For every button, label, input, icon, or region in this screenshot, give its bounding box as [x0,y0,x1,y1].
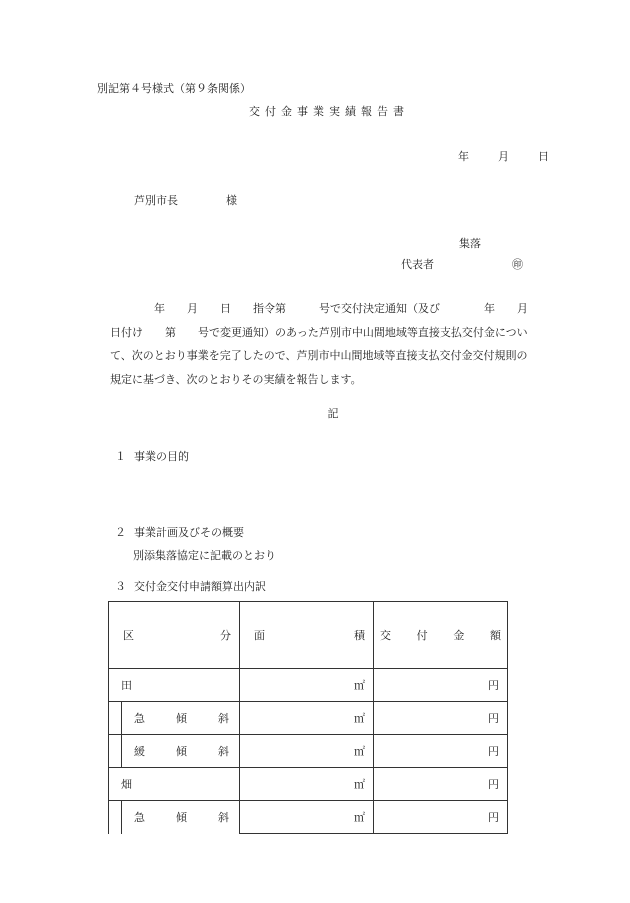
header-area [240,602,374,669]
date-month: 月 [498,150,509,163]
section-1-title: 事業の目的 [134,450,189,463]
section-1 [115,448,189,464]
header-amount-4: 額 [489,629,501,642]
sender-representative [401,256,523,272]
addressee [134,192,237,208]
row-label: 畑 [109,768,240,801]
allocation-table [108,601,508,834]
seal-mark: ㊞ [512,258,523,271]
ki-heading: 記 [327,407,339,420]
row-label: 急 傾 斜 [109,702,240,735]
area-cell: ㎡ [240,768,374,801]
document-title: 交付金事業実績報告書 [249,105,409,118]
addressee-name: 芦別市長 [134,194,178,207]
area-cell: ㎡ [240,669,374,702]
table-row [109,735,508,768]
section-2-title: 事業計画及びその概要 [134,526,244,539]
section-3-number: ３ [115,580,126,593]
date-year: 年 [458,150,469,163]
header-area-b: 積 [354,629,365,642]
section-1-number: １ [115,450,126,463]
header-amount [374,602,508,669]
section-3 [115,578,266,594]
amount-cell: 円 [374,801,508,834]
amount-cell: 円 [374,702,508,735]
section-2-number: ２ [115,526,126,539]
area-cell: ㎡ [240,702,374,735]
header-category-b: 分 [220,629,231,642]
amount-cell: 円 [374,768,508,801]
header-area-a: 面 [254,629,265,642]
header-category [109,602,240,669]
row-label: 急 傾 斜 [109,801,240,834]
header-amount-1: 交 [380,629,391,642]
row-label: 緩 傾 斜 [109,735,240,768]
sender-village: 集落 [459,237,481,250]
area-cell: ㎡ [240,735,374,768]
section-2 [115,524,244,540]
section-3-title: 交付金交付申請額算出内訳 [134,580,266,593]
date-line [458,148,549,164]
table-header-row [109,602,508,669]
area-cell: ㎡ [240,801,374,834]
table-row [109,702,508,735]
addressee-honorific: 様 [226,194,237,207]
header-amount-2: 付 [416,629,428,642]
table-row [109,768,508,801]
header-category-a: 区 [123,629,134,642]
form-code: 別記第４号様式（第９条関係） [97,82,251,95]
representative-label: 代表者 [401,258,434,271]
amount-cell: 円 [374,735,508,768]
section-2-note: 別添集落協定に記載のとおり [133,549,276,562]
table-row [109,669,508,702]
row-label: 田 [109,669,240,702]
amount-cell: 円 [374,669,508,702]
table-row [109,801,508,834]
date-day: 日 [538,150,549,163]
header-amount-3: 金 [453,629,465,642]
body-paragraph: 年 月 日 指令第 号で交付決定通知（及び 年 月 日付け 第 号で変更通知）のあった芦別市中山間地域等直接支払交付金について、次のとおり事業を完了したので、芦別市中山間地域等直接支払交付金交付規則の規定に基づき、次のとおりその実績を報告します。 [110,302,550,386]
